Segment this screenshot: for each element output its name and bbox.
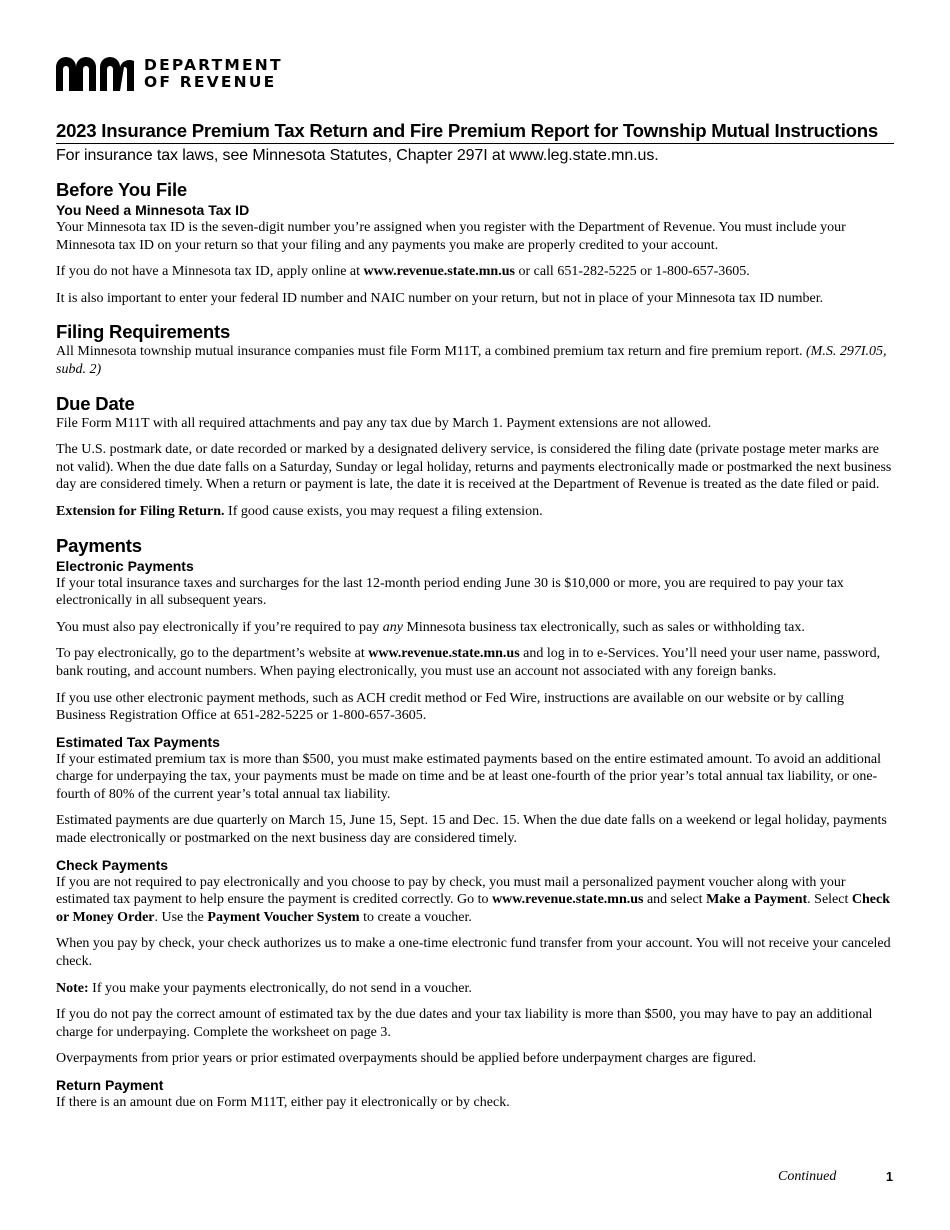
revenue-website-link[interactable]: www.revenue.state.mn.us xyxy=(363,264,515,280)
paragraph: It is also important to enter your federal ID number and NAIC number on your return, but not in place of your Minnesota tax ID number. xyxy=(56,290,824,306)
text: If you are not required to pay electronically and you choose to pay by check, you must mail a personalized payment voucher along with your estimated tax payment to help ensure the payment is credited correctly. Go to xyxy=(56,874,846,908)
subsection-heading: Check Payments xyxy=(56,856,169,873)
page-number: 1 xyxy=(886,1170,893,1184)
paragraph: The U.S. postmark date, or date recorded or marked by a designated delivery service, is considered the filing date (private postage meter marks are not valid). When the due date falls on a Saturday, Sunday or legal holiday, returns and payments electronically made or postmarked the next business day are considered timely. When a return or payment is late, the date it is received at the Department of Revenue is treated as the date filed or paid. xyxy=(56,442,892,493)
paragraph xyxy=(56,343,894,378)
text: Minnesota business tax electronically, such as sales or withholding tax. xyxy=(402,619,805,635)
bold-term: Payment Voucher System xyxy=(207,909,360,925)
page-title: 2023 Insurance Premium Tax Return and Fire Premium Report for Township Mutual Instructions xyxy=(56,120,894,144)
paragraph xyxy=(56,645,894,680)
text: and log in to e-Services. You’ll need your user name, password, bank routing, and account numbers. When paying electronically, you must use an account not associated with any foreign banks. xyxy=(56,646,881,679)
document-page xyxy=(56,56,894,1121)
section-filing-requirements xyxy=(56,321,894,378)
paragraph xyxy=(56,503,894,521)
section-before-you-file xyxy=(56,179,894,307)
paragraph xyxy=(56,263,894,281)
section-heading: Payments xyxy=(56,534,142,556)
text: . Use the xyxy=(154,909,208,925)
paragraph: When you pay by check, your check authorizes us to make a one-time electronic fund transfer from your account. You will not receive your canceled check. xyxy=(56,936,891,970)
subsection-heading: Estimated Tax Payments xyxy=(56,733,220,750)
paragraph: Your Minnesota tax ID is the seven-digit number you’re assigned when you register with the Department of Revenue. You must include your Minnesota tax ID on your return so that your filing and any payments you make are properly credited to your account. xyxy=(56,220,846,253)
paragraph: If your estimated premium tax is more than $500, you must make estimated payments based on the entire estimated amount. To avoid an additional charge for underpaying the tax, your payments must be made on time and be at least one-fourth of the prior year’s total annual tax liability, or one-fourth of 80% of the current year’s total annual tax liability. xyxy=(56,751,881,802)
section-due-date xyxy=(56,393,894,521)
bold-term: Check or Money Order xyxy=(56,892,890,925)
text: to create a voucher. xyxy=(359,909,472,925)
text: If good cause exists, you may request a filing extension. xyxy=(224,503,543,519)
text: All Minnesota township mutual insurance companies must file Form M11T, a combined premium tax return and fire premium report. xyxy=(56,344,806,360)
paragraph xyxy=(56,980,894,998)
revenue-website-link[interactable]: www.revenue.state.mn.us xyxy=(368,646,520,662)
section-heading: Due Date xyxy=(56,392,135,414)
text: If you do not have a Minnesota tax ID, apply online at xyxy=(56,264,364,280)
paragraph: If you do not pay the correct amount of estimated tax by the due dates and your tax liability is more than $500, you may have to pay an additional charge for underpaying. Complete the worksheet on page 3. xyxy=(56,1007,873,1040)
subsection-heading: Return Payment xyxy=(56,1077,164,1093)
text: To pay electronically, go to the department’s website at xyxy=(56,646,369,662)
subsection-heading: Electronic Payments xyxy=(56,557,194,574)
subsection-heading: You Need a Minnesota Tax ID xyxy=(56,202,250,218)
paragraph: If there is an amount due on Form M11T, either pay it electronically or by check. xyxy=(56,1095,510,1110)
text: If you make your payments electronically, do not send in a voucher. xyxy=(88,980,472,996)
paragraph xyxy=(56,874,894,927)
text: or call 651-282-5225 or 1-800-657-3605. xyxy=(514,264,750,280)
bold-term: Make a Payment xyxy=(706,892,808,908)
emphasis: any xyxy=(382,619,403,635)
text: and select xyxy=(643,892,707,908)
bold-lead: Extension for Filing Return. xyxy=(56,503,225,519)
logo-line-1: DEPARTMENT xyxy=(144,56,283,74)
continued-label: Continued xyxy=(778,1169,837,1184)
paragraph: If your total insurance taxes and surcharges for the last 12-month period ending June 30 is $10,000 or more, you are required to pay your tax electronically in all subsequent years. xyxy=(56,575,844,609)
logo-line-2: OF REVENUE xyxy=(144,73,277,91)
text: . Select xyxy=(807,892,852,908)
department-of-revenue-logo xyxy=(56,56,894,92)
section-heading: Before You File xyxy=(56,179,187,200)
paragraph: File Form M11T with all required attachments and pay any tax due by March 1. Payment extensions are not allowed. xyxy=(56,415,712,431)
bold-lead: Note: xyxy=(56,980,89,996)
logo-wordmark xyxy=(144,57,283,91)
paragraph: Estimated payments are due quarterly on March 15, June 15, Sept. 15 and Dec. 15. When the due date falls on a weekend or legal holiday, payments made electronically or postmarked on the next business day are considered timely. xyxy=(56,813,887,847)
statute-citation: (M.S. 297I.05, subd. 2) xyxy=(56,344,887,377)
text: You must also pay electronically if you’re required to pay xyxy=(56,619,383,635)
section-heading: Filing Requirements xyxy=(56,321,231,343)
section-payments xyxy=(56,535,894,1112)
paragraph: If you use other electronic payment methods, such as ACH credit method or Fed Wire, instructions are available on our website or by calling Business Registration Office at 651-282-5225 or 1-800-657-3605. xyxy=(56,690,845,724)
revenue-website-link[interactable]: www.revenue.state.mn.us xyxy=(492,892,644,908)
page-subtitle: For insurance tax laws, see Minnesota Statutes, Chapter 297I at www.leg.state.mn.us. xyxy=(56,147,659,164)
paragraph: Overpayments from prior years or prior estimated overpayments should be applied before underpayment charges are figured. xyxy=(56,1051,757,1067)
mn-logo-icon xyxy=(56,57,134,91)
paragraph xyxy=(56,619,894,637)
